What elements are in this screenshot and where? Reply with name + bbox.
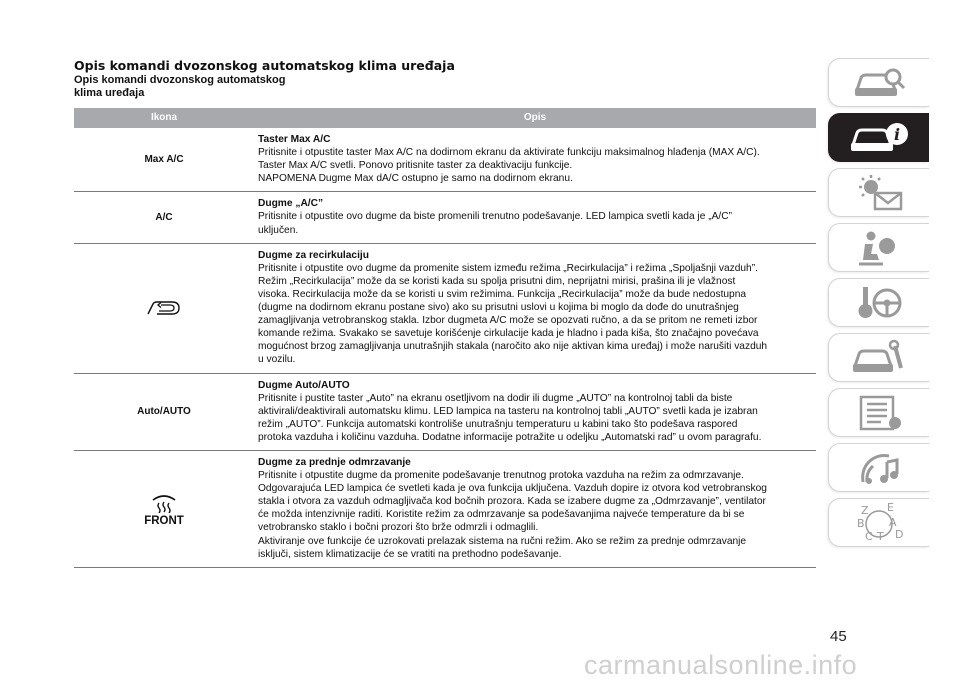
row-title: Dugme Auto/AUTO	[258, 379, 350, 391]
front-label: FRONT	[144, 514, 184, 527]
recirculation-icon	[145, 298, 183, 318]
row-text: Pritisnite i otpustite dugme da promenite podešavanje trenutnog protoka vazduha na režim za odmrzavanje.	[258, 470, 744, 482]
table-row	[74, 374, 816, 451]
icon-cell	[74, 451, 254, 567]
row-text: stakla i otvora za vazduh odmagljivača kod bočnih prozora. Kada se izabere dugme za „Odmrzavanje”, ventilator	[258, 496, 766, 508]
tab-lights-messages[interactable]	[828, 168, 929, 217]
page-heading: Opis komandi dvozonskog automatskog klima uređaja	[74, 58, 455, 73]
car-search-icon	[849, 64, 909, 102]
watermark-text: carmanualsonline.info	[584, 650, 858, 680]
tab-safety[interactable]	[828, 223, 929, 272]
row-text: isključi, sistem klimatizacije će se vratiti na prethodno podešavanje.	[258, 548, 562, 560]
tab-emergency[interactable]	[828, 333, 929, 382]
row-text: aktivirali/deaktivirali automatsku klimu. LED lampica na tasteru na kontrolnoj tabli „AUTO” svetli kada je izabran	[258, 405, 758, 417]
row-text: Pritisnite i pustite taster „Auto” na ekranu osetljivom na dodir ili dugme „AUTO” na kontrolnoj tabli da biste	[258, 392, 733, 404]
description-cell	[254, 244, 816, 373]
row-text: Aktiviranje ove funkcije će uzrokovati prelazak sistema na ručni režim. Ako se režim za prednje odmrzavanje	[258, 535, 747, 547]
front-defrost-icon	[151, 491, 177, 513]
light-message-icon	[849, 173, 909, 213]
description-cell	[254, 374, 816, 450]
alphabet-index-icon	[849, 502, 909, 544]
index-letter: B	[857, 516, 865, 530]
row-text: protoka vazduha i količinu vazduha. Dodatne informacije potražite u odeljku „Automatski rad” u ovom paragrafu.	[258, 431, 762, 443]
controls-table	[74, 108, 816, 568]
description-cell	[254, 192, 816, 242]
description-cell	[254, 128, 816, 191]
index-letter: Z	[861, 503, 869, 517]
row-text: komande režima. Svakako se savetuje korišćenje cirkulacije kada je hladno i pada kiša, što značajno povećava	[258, 328, 759, 340]
row-title: Dugme za prednje odmrzavanje	[258, 456, 411, 468]
icon-cell	[74, 374, 254, 450]
max-ac-label: Max A/C	[144, 154, 184, 166]
tab-maintenance[interactable]	[828, 388, 929, 437]
header-description-column: Opis	[523, 112, 547, 123]
table-row	[74, 192, 816, 243]
icon-cell	[74, 192, 254, 242]
row-text: Taster Max A/C svetli. Ponovo pritisnite taster za deaktivaciju funkcije.	[258, 160, 573, 172]
index-letter: E	[887, 501, 894, 514]
row-text: Pritisnite i otpustite ovo dugme da biste promenili trenutno podešavanje. LED lampica svetli kada je „A/C”	[258, 211, 732, 223]
seat-airbag-icon	[849, 228, 909, 268]
maintenance-list-icon	[849, 393, 909, 433]
icon-cell	[74, 244, 254, 373]
car-info-icon	[847, 119, 911, 157]
row-text: vetrobransko staklo i bočni prozori što brže odmrzli i odmaglili.	[258, 522, 539, 534]
multimedia-icon	[849, 448, 909, 488]
row-text: Režim „Recirkulacija” može da se koristi kada su spolja prisutni dim, neprijatni mirisi, prašina ili je vlažnost	[258, 275, 736, 287]
svg-text:i: i	[893, 124, 901, 144]
auto-label: Auto/AUTO	[137, 406, 191, 418]
row-text: će možda intenzivnije raditi. Koristite režim za odmrzavanje sa podešavanjima najveće temperature da bi se	[258, 509, 745, 521]
row-text: uključen.	[258, 224, 299, 236]
ac-label: A/C	[155, 212, 173, 224]
row-text: (dugme na dodirnom ekranu postane sivo) ako su prisutni uslovi u kojima bi moglo da dođe do unutrašnjeg	[258, 302, 739, 314]
row-text: režim „AUTO”. Funkcija automatski kontroliše unutrašnju temperaturu u kabini tako što podešava raspored	[258, 418, 738, 430]
row-text: Pritisnite i otpustite taster Max A/C na dodirnom ekranu da aktivirate funkciju maksimalnog hlađenja (MAX A/C).	[258, 147, 760, 159]
row-text: u vozilu.	[258, 354, 296, 366]
row-text: visoka. Recirkulacija može da se koristi u svim režimima. Funkcija „Recirkulacija” može da bude nedostupna	[258, 288, 747, 300]
tab-car-info[interactable]	[828, 113, 929, 162]
caption-line: Opis komandi dvozonskog automatskog	[74, 74, 286, 86]
icon-cell	[74, 128, 254, 191]
row-text: zamagljivanja vetrobranskog stakla. Izbor dugmeta A/C može se opozvati ručno, a da se pritom ne remeti izbor	[258, 315, 758, 327]
index-letter: A	[889, 515, 897, 529]
row-title: Dugme za recirkulaciju	[258, 249, 369, 261]
row-title: Dugme „A/C”	[258, 198, 324, 210]
tab-index[interactable]	[828, 498, 929, 547]
table-row	[74, 244, 816, 374]
table-header	[74, 108, 816, 128]
chapter-tabs	[828, 58, 929, 553]
row-text: mogućnost brzog zamagljivanja unutrašnjih stakala (naročito ako nije aktivan kima uređaj) i može narušiti vazduh	[258, 341, 768, 353]
index-letter: C	[865, 529, 873, 543]
row-title: Taster Max A/C	[258, 134, 331, 145]
table-caption	[74, 74, 374, 100]
table-row	[74, 128, 816, 192]
index-letter: D	[895, 527, 904, 541]
row-text: NAPOMENA Dugme Max dA/C ostupno je samo na dodirnom ekranu.	[258, 173, 573, 185]
car-service-icon	[849, 338, 909, 378]
tab-starting-driving[interactable]	[828, 278, 929, 327]
table-row	[74, 451, 816, 568]
caption-line: klima uređaja	[74, 87, 145, 99]
description-cell	[254, 451, 816, 567]
index-letter: T	[877, 529, 884, 543]
row-text: Pritisnite i otpustite ovo dugme da promenite sistem između režima „Recirkulacija” i režima „Spoljašnji vazduh”.	[258, 262, 758, 274]
header-icon-column: Ikona	[150, 112, 178, 123]
page-number: 45	[830, 628, 847, 645]
row-text: Odgovarajuća LED lampica će svetleti kada je ova funkcija uključena. Vazduh dopire iz otvora kod vetrobranskog	[258, 483, 767, 495]
tab-multimedia[interactable]	[828, 443, 929, 492]
key-steering-wheel-icon	[849, 283, 909, 323]
tab-car-search[interactable]	[828, 58, 929, 107]
